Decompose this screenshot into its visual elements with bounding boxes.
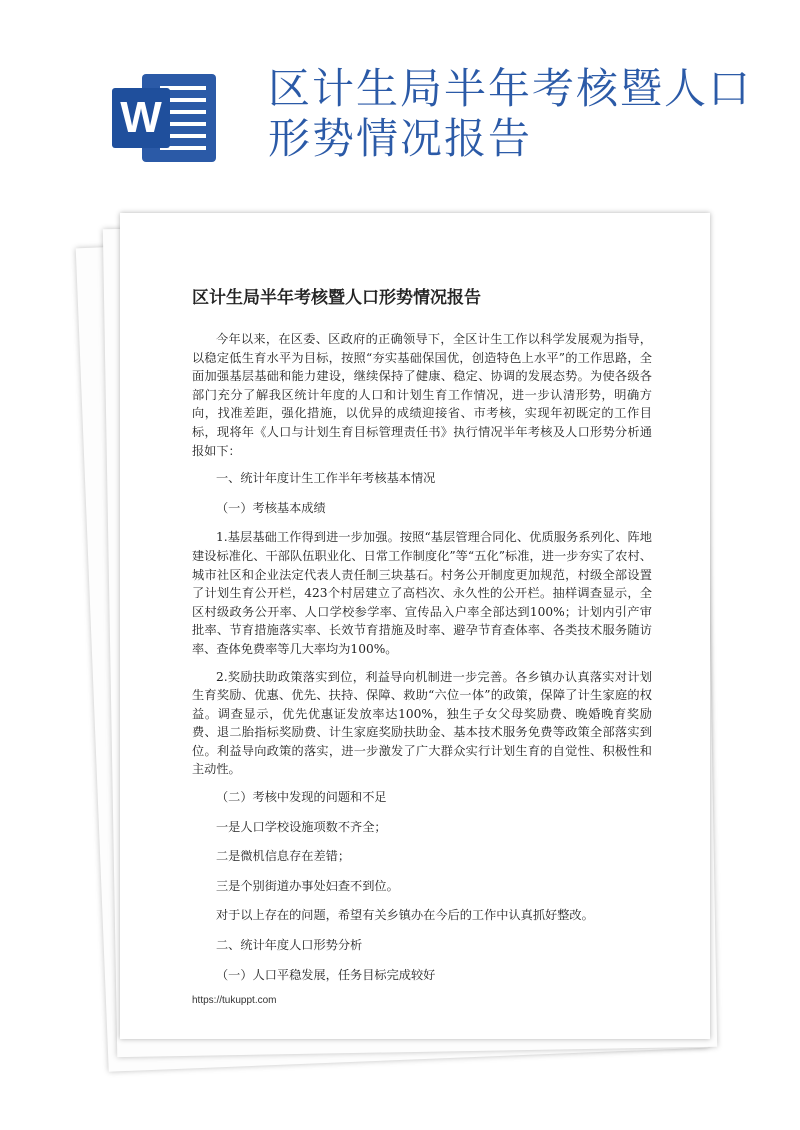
word-letter: W [112, 88, 170, 148]
header [0, 0, 800, 200]
subsection-heading: （二）考核中发现的问题和不足 [216, 790, 387, 805]
paragraph: 2.奖励扶助政策落实到位，利益导向机制进一步完善。各乡镇办认真落实对计划生育奖励、优惠、优先、扶持、保障、救助“六位一体”的政策，保障了计生家庭的权益。调查显示，优先优惠证发放率达100%，独生子女父母奖励费、晚婚晚育奖励费、退二胎指标奖励费、计生家庭奖励扶助金、基本技术服务免费等政策全部落实到位。利益导向政策的落实，进一步激发了广大群众实行计划生育的自觉性、积极性和主动性。 [192, 669, 652, 777]
paragraph: 对于以上存在的问题，希望有关乡镇办在今后的工作中认真抓好整改。 [216, 908, 594, 923]
document-body [192, 330, 652, 995]
list-item: 三是个别街道办事处妇查不到位。 [216, 878, 399, 893]
word-icon [112, 74, 216, 162]
subsection-heading: （一）考核基本成绩 [216, 500, 326, 515]
list-item: 二是微机信息存在差错； [216, 849, 351, 864]
footer-url: https://tukuppt.com [192, 995, 277, 1006]
paragraph: 1.基层基础工作得到进一步加强。按照“基层管理合同化、优质服务系列化、阵地建设标准化、干部队伍职业化、日常工作制度化”等“五化”标准，进一步夯实了农村、城市社区和企业法定代表人责任制三块基石。村务公开制度更加规范，村级全部设置了计划生育公开栏，423个村居建立了高档次、永久性的公开栏。抽样调查显示，全区村级政务公开率、人口学校参学率、宣传品入户率全部达到100%；计划内引产审批率、节育措施落实率、长效节育措施及时率、避孕节育查体率、各类技术服务随访率、查体免费率等几大率均为100%。 [192, 530, 652, 656]
document-title: 区计生局半年考核暨人口形势情况报告 [192, 288, 481, 308]
paragraph: 今年以来，在区委、区政府的正确领导下，全区计生工作以科学发展观为指导，以稳定低生育水平为目标，按照“夯实基础保国优，创造特色上水平”的工作思路，全面加强基层基础和能力建设，继续保持了健康、稳定、协调的发展态势。为使各级各部门充分了解我区统计年度的人口和计划生育工作情况，进一步认清形势，明确方向，找准差距，强化措施，以优异的成绩迎接省、市考核，实现年初既定的工作目标，现将年《人口与计划生育目标管理责任书》执行情况半年考核及人口形势分析通报如下： [192, 332, 652, 458]
list-item: 一是人口学校设施项数不齐全； [216, 819, 387, 834]
section-heading: 一、统计年度计生工作半年考核基本情况 [216, 471, 436, 486]
page-title: 区计生局半年考核暨人口形势情况报告 [268, 64, 753, 163]
subsection-heading: （一）人口平稳发展，任务目标完成较好 [216, 967, 436, 982]
section-heading: 二、统计年度人口形势分析 [216, 938, 363, 953]
document-page [120, 213, 710, 1039]
